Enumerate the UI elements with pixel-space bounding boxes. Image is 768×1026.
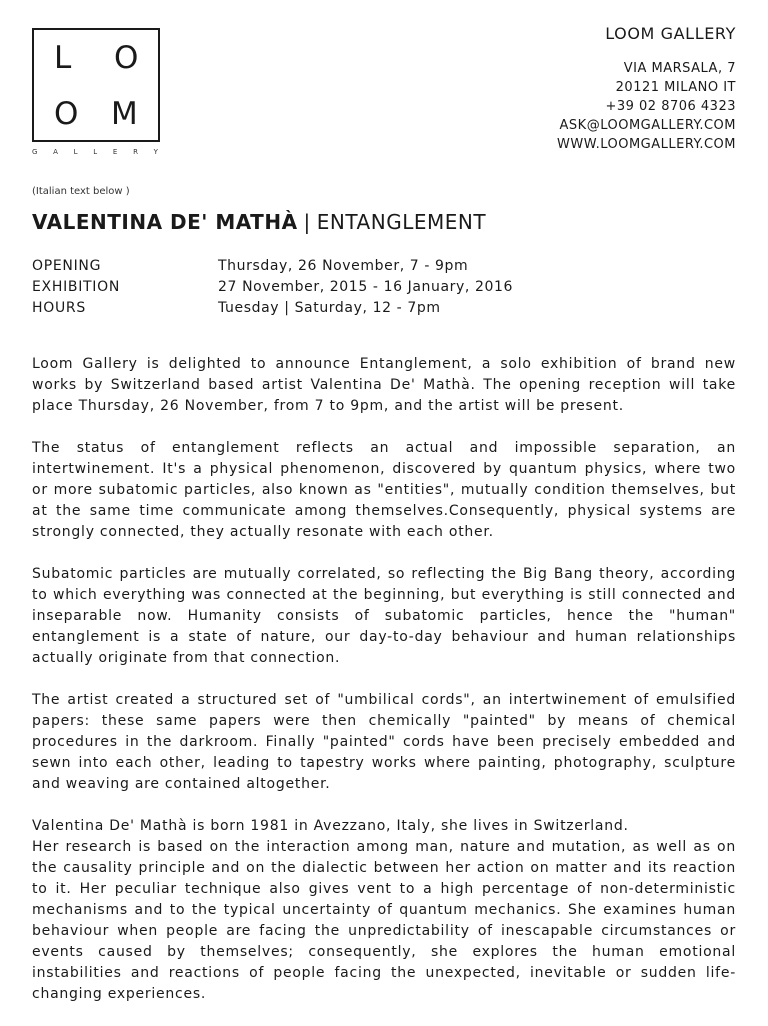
exhibition-name: ENTANGLEMENT bbox=[316, 210, 487, 234]
info-value: Thursday, 26 November, 7 - 9pm bbox=[218, 258, 469, 274]
logo-subtitle bbox=[32, 148, 158, 156]
gallery-contact-block bbox=[557, 24, 736, 154]
info-value: 27 November, 2015 - 16 January, 2016 bbox=[218, 279, 514, 295]
paragraph: The status of entanglement reflects an actual and impossible separation, an intertwinement. It's a physical phenomenon, discovered by quantum physics, where two or more subatomic particles, also known as "entities", mutually condition themselves, but at the same time communicate among themselves.Consequently, physical systems are strongly connected, they actually resonate with each other. bbox=[32, 440, 736, 540]
logo-letter: M bbox=[111, 96, 138, 132]
logo-frame bbox=[32, 28, 160, 142]
phone-line: +39 02 8706 4323 bbox=[605, 99, 736, 114]
postal-line: 20121 MILANO IT bbox=[615, 80, 736, 95]
logo-subtitle-letter: A bbox=[53, 148, 58, 156]
paragraph: Valentina De' Mathà is born 1981 in Avezzano, Italy, she lives in Switzerland. bbox=[32, 818, 629, 834]
info-row-opening bbox=[32, 256, 513, 277]
logo-letter: O bbox=[114, 40, 139, 76]
info-row-hours bbox=[32, 298, 513, 319]
exhibition-title bbox=[32, 210, 486, 234]
paragraph: Her research is based on the interaction among man, nature and mutation, as well as on the causality principle and on the dialectic between her action on matter and its reaction to it. Her peculiar technique also gives vent to a high percentage of non-deterministic mechanisms and to the typical uncertainty of quantum mechanics. She examines human behaviour when people are facing the unpredictability of inescapable circumstances or events caused by themselves; consequently, she explores the human emotional instabilities and reactions of people facing the unexpected, inevitable or sudden life-changing experiences. bbox=[32, 839, 736, 1002]
paragraph: The artist created a structured set of "umbilical cords", an intertwinement of emulsified papers: these same papers were then chemically "painted" by means of chemical procedures in the darkroom. Finally "painted" cords have been precisely embedded and sewn into each other, leading to tapestry works where painting, photography, sculpture and weaving are contained altogether. bbox=[32, 692, 736, 792]
website-link[interactable]: WWW.LOOMGALLERY.COM bbox=[557, 137, 736, 152]
exhibition-info bbox=[32, 256, 513, 319]
title-separator: | bbox=[303, 210, 311, 234]
logo-subtitle-letter: G bbox=[32, 148, 38, 156]
email-link[interactable]: ASK@LOOMGALLERY.COM bbox=[559, 118, 736, 133]
logo-letter: O bbox=[54, 96, 79, 132]
artist-name: VALENTINA DE' MATHÀ bbox=[32, 210, 298, 234]
gallery-logo bbox=[32, 28, 162, 156]
logo-letter: L bbox=[54, 40, 72, 76]
logo-subtitle-letter: Y bbox=[153, 148, 158, 156]
logo-subtitle-letter: L bbox=[93, 148, 98, 156]
paragraph: Subatomic particles are mutually correlated, so reflecting the Big Bang theory, according to which everything was connected at the beginning, but everything is still connected and inseparable now. Humanity consists of subatomic particles, hence the "human" entanglement is a state of nature, our day-to-day behaviour and human relationships actually originate from that connection. bbox=[32, 566, 736, 666]
paragraph: Loom Gallery is delighted to announce Entanglement, a solo exhibition of brand new works by Switzerland based artist Valentina De' Mathà. The opening reception will take place Thursday, 26 November, from 7 to 9pm, and the artist will be present. bbox=[32, 356, 736, 414]
info-value: Tuesday | Saturday, 12 - 7pm bbox=[218, 300, 441, 316]
info-label: HOURS bbox=[32, 300, 86, 316]
info-row-exhibition bbox=[32, 277, 513, 298]
logo-subtitle-letter: R bbox=[133, 148, 138, 156]
italian-text-note: (Italian text below ) bbox=[32, 186, 130, 197]
logo-subtitle-letter: L bbox=[73, 148, 78, 156]
gallery-name: LOOM GALLERY bbox=[605, 24, 736, 43]
info-label: EXHIBITION bbox=[32, 279, 120, 295]
logo-subtitle-letter: E bbox=[112, 148, 118, 156]
press-release-body bbox=[32, 354, 736, 1026]
info-label: OPENING bbox=[32, 258, 102, 274]
address-line: VIA MARSALA, 7 bbox=[623, 61, 736, 76]
